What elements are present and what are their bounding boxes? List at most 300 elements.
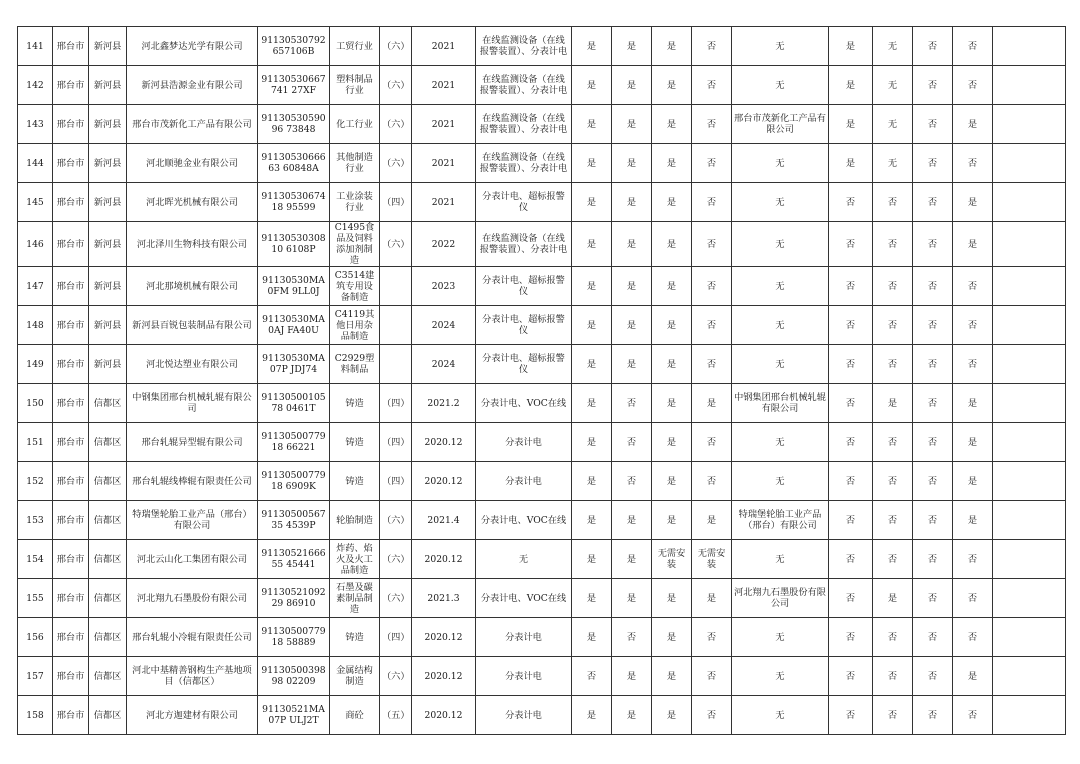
equipment-cell: 无 xyxy=(476,540,572,579)
check-d-cell: 否 xyxy=(692,105,732,144)
year-cell: 2022 xyxy=(412,222,476,267)
check-f-cell: 否 xyxy=(873,540,913,579)
table-row xyxy=(18,345,1066,384)
check-b-cell: 是 xyxy=(612,183,652,222)
table-row xyxy=(18,618,1066,657)
county-cell: 新河县 xyxy=(89,345,127,384)
remark-cell xyxy=(993,462,1066,501)
check-g-cell: 否 xyxy=(913,144,953,183)
check-e-cell: 否 xyxy=(829,462,873,501)
check-d-cell: 否 xyxy=(692,66,732,105)
check-f-cell: 否 xyxy=(873,345,913,384)
county-cell: 信都区 xyxy=(89,618,127,657)
city-cell: 邢台市 xyxy=(53,618,89,657)
check-b-cell: 否 xyxy=(612,462,652,501)
check-a-cell: 是 xyxy=(572,462,612,501)
check-e-cell: 否 xyxy=(829,267,873,306)
credit-code-cell: 9113050077918 6909K xyxy=(258,462,330,501)
related-company-cell: 中钢集团邢台机械轧辊有限公司 xyxy=(732,384,829,423)
equipment-cell: 在线监测设备（在线报警装置）、分表计电 xyxy=(476,222,572,267)
check-b-cell: 是 xyxy=(612,540,652,579)
city-cell: 邢台市 xyxy=(53,183,89,222)
industry-cell: 铸造 xyxy=(330,618,380,657)
check-f-cell: 否 xyxy=(873,222,913,267)
county-cell: 信都区 xyxy=(89,579,127,618)
county-cell: 新河县 xyxy=(89,183,127,222)
company-cell: 河北顺驰金业有限公司 xyxy=(127,144,258,183)
check-h-cell: 否 xyxy=(953,618,993,657)
check-a-cell: 是 xyxy=(572,345,612,384)
company-cell: 河北鑫梦达光学有限公司 xyxy=(127,27,258,66)
credit-code-cell: 91130530MA0AJ FA40U xyxy=(258,306,330,345)
company-cell: 河北云山化工集团有限公司 xyxy=(127,540,258,579)
county-cell: 信都区 xyxy=(89,696,127,735)
category-cell: （六） xyxy=(380,66,412,105)
check-f-cell: 否 xyxy=(873,696,913,735)
check-g-cell: 否 xyxy=(913,423,953,462)
table-row xyxy=(18,267,1066,306)
city-cell: 邢台市 xyxy=(53,540,89,579)
industry-cell: 铸造 xyxy=(330,462,380,501)
check-e-cell: 是 xyxy=(829,144,873,183)
company-cell: 河北悦达塑业有限公司 xyxy=(127,345,258,384)
related-company-cell: 无 xyxy=(732,540,829,579)
check-b-cell: 否 xyxy=(612,384,652,423)
check-d-cell: 否 xyxy=(692,27,732,66)
year-cell: 2024 xyxy=(412,345,476,384)
seq-cell: 147 xyxy=(18,267,53,306)
remark-cell xyxy=(993,222,1066,267)
remark-cell xyxy=(993,183,1066,222)
industry-cell: 炸药、焰火及火工品制造 xyxy=(330,540,380,579)
company-cell: 邢台轧辊异型辊有限公司 xyxy=(127,423,258,462)
seq-cell: 152 xyxy=(18,462,53,501)
seq-cell: 146 xyxy=(18,222,53,267)
credit-code-cell: 91130521MA07P ULJ2T xyxy=(258,696,330,735)
check-a-cell: 是 xyxy=(572,423,612,462)
credit-code-cell: 9113053059096 73848 xyxy=(258,105,330,144)
check-e-cell: 否 xyxy=(829,540,873,579)
equipment-cell: 分表计电、VOC在线 xyxy=(476,579,572,618)
check-c-cell: 是 xyxy=(652,501,692,540)
year-cell: 2020.12 xyxy=(412,540,476,579)
check-c-cell: 是 xyxy=(652,144,692,183)
check-h-cell: 否 xyxy=(953,306,993,345)
credit-code-cell: 9113050039898 02209 xyxy=(258,657,330,696)
check-g-cell: 否 xyxy=(913,696,953,735)
check-e-cell: 是 xyxy=(829,27,873,66)
check-c-cell: 是 xyxy=(652,462,692,501)
county-cell: 新河县 xyxy=(89,66,127,105)
equipment-cell: 分表计电 xyxy=(476,423,572,462)
table-row xyxy=(18,144,1066,183)
check-d-cell: 否 xyxy=(692,345,732,384)
check-f-cell: 无 xyxy=(873,105,913,144)
industry-cell: 工业涂装行业 xyxy=(330,183,380,222)
seq-cell: 145 xyxy=(18,183,53,222)
city-cell: 邢台市 xyxy=(53,384,89,423)
category-cell: （六） xyxy=(380,501,412,540)
equipment-cell: 在线监测设备（在线报警装置）、分表计电 xyxy=(476,66,572,105)
check-b-cell: 否 xyxy=(612,423,652,462)
county-cell: 新河县 xyxy=(89,27,127,66)
check-d-cell: 是 xyxy=(692,501,732,540)
check-h-cell: 否 xyxy=(953,27,993,66)
county-cell: 信都区 xyxy=(89,384,127,423)
remark-cell xyxy=(993,501,1066,540)
industry-cell: C1495食品及饲料添加剂制造 xyxy=(330,222,380,267)
company-cell: 河北中基精善钢构生产基地项目（信都区） xyxy=(127,657,258,696)
remark-cell xyxy=(993,657,1066,696)
check-d-cell: 否 xyxy=(692,423,732,462)
year-cell: 2021.4 xyxy=(412,501,476,540)
remark-cell xyxy=(993,306,1066,345)
related-company-cell: 无 xyxy=(732,66,829,105)
credit-code-cell: 9113050077918 66221 xyxy=(258,423,330,462)
remark-cell xyxy=(993,618,1066,657)
check-c-cell: 是 xyxy=(652,696,692,735)
check-b-cell: 是 xyxy=(612,696,652,735)
check-e-cell: 是 xyxy=(829,66,873,105)
check-g-cell: 否 xyxy=(913,306,953,345)
check-d-cell: 是 xyxy=(692,384,732,423)
year-cell: 2021.2 xyxy=(412,384,476,423)
category-cell: （六） xyxy=(380,222,412,267)
check-h-cell: 是 xyxy=(953,423,993,462)
check-c-cell: 是 xyxy=(652,27,692,66)
check-c-cell: 是 xyxy=(652,345,692,384)
company-cell: 新河县百锐包装制品有限公司 xyxy=(127,306,258,345)
check-f-cell: 否 xyxy=(873,501,913,540)
county-cell: 信都区 xyxy=(89,462,127,501)
check-f-cell: 无 xyxy=(873,144,913,183)
check-g-cell: 否 xyxy=(913,618,953,657)
category-cell: （四） xyxy=(380,462,412,501)
check-g-cell: 否 xyxy=(913,183,953,222)
related-company-cell: 无 xyxy=(732,222,829,267)
category-cell: （六） xyxy=(380,540,412,579)
equipment-cell: 分表计电 xyxy=(476,618,572,657)
industry-cell: C2929塑料制品 xyxy=(330,345,380,384)
check-a-cell: 否 xyxy=(572,657,612,696)
industry-cell: 其他制造行业 xyxy=(330,144,380,183)
check-c-cell: 是 xyxy=(652,579,692,618)
check-e-cell: 否 xyxy=(829,579,873,618)
check-g-cell: 否 xyxy=(913,384,953,423)
category-cell: （六） xyxy=(380,144,412,183)
check-d-cell: 否 xyxy=(692,144,732,183)
company-cell: 特瑞堡轮胎工业产品（邢台）有限公司 xyxy=(127,501,258,540)
credit-code-cell: 9113053066663 60848A xyxy=(258,144,330,183)
seq-cell: 150 xyxy=(18,384,53,423)
check-h-cell: 否 xyxy=(953,579,993,618)
table-row xyxy=(18,66,1066,105)
check-e-cell: 否 xyxy=(829,384,873,423)
city-cell: 邢台市 xyxy=(53,345,89,384)
check-a-cell: 是 xyxy=(572,267,612,306)
check-a-cell: 是 xyxy=(572,222,612,267)
remark-cell xyxy=(993,384,1066,423)
check-a-cell: 是 xyxy=(572,696,612,735)
category-cell xyxy=(380,267,412,306)
category-cell: （四） xyxy=(380,384,412,423)
check-e-cell: 是 xyxy=(829,105,873,144)
check-d-cell: 否 xyxy=(692,618,732,657)
check-a-cell: 是 xyxy=(572,618,612,657)
year-cell: 2021 xyxy=(412,27,476,66)
check-e-cell: 否 xyxy=(829,222,873,267)
city-cell: 邢台市 xyxy=(53,222,89,267)
check-b-cell: 是 xyxy=(612,579,652,618)
year-cell: 2020.12 xyxy=(412,423,476,462)
check-b-cell: 否 xyxy=(612,618,652,657)
credit-code-cell: 91130530MA07P JDJ74 xyxy=(258,345,330,384)
year-cell: 2024 xyxy=(412,306,476,345)
equipment-cell: 分表计电、超标报警仪 xyxy=(476,345,572,384)
table-row xyxy=(18,696,1066,735)
check-d-cell: 是 xyxy=(692,579,732,618)
check-d-cell: 否 xyxy=(692,183,732,222)
related-company-cell: 无 xyxy=(732,306,829,345)
seq-cell: 154 xyxy=(18,540,53,579)
seq-cell: 151 xyxy=(18,423,53,462)
equipment-cell: 分表计电 xyxy=(476,657,572,696)
check-f-cell: 是 xyxy=(873,384,913,423)
table-row xyxy=(18,222,1066,267)
category-cell: （四） xyxy=(380,618,412,657)
city-cell: 邢台市 xyxy=(53,579,89,618)
city-cell: 邢台市 xyxy=(53,501,89,540)
county-cell: 新河县 xyxy=(89,267,127,306)
remark-cell xyxy=(993,423,1066,462)
related-company-cell: 河北翔九石墨股份有限公司 xyxy=(732,579,829,618)
company-cell: 河北泽川生物科技有限公司 xyxy=(127,222,258,267)
seq-cell: 155 xyxy=(18,579,53,618)
check-h-cell: 是 xyxy=(953,657,993,696)
equipment-cell: 在线监测设备（在线报警装置）、分表计电 xyxy=(476,105,572,144)
check-g-cell: 否 xyxy=(913,345,953,384)
category-cell: （六） xyxy=(380,657,412,696)
check-e-cell: 否 xyxy=(829,657,873,696)
table-row xyxy=(18,306,1066,345)
check-h-cell: 是 xyxy=(953,462,993,501)
check-a-cell: 是 xyxy=(572,105,612,144)
equipment-cell: 分表计电、VOC在线 xyxy=(476,384,572,423)
related-company-cell: 无 xyxy=(732,144,829,183)
category-cell: （五） xyxy=(380,696,412,735)
table-row xyxy=(18,27,1066,66)
check-b-cell: 是 xyxy=(612,144,652,183)
table-row xyxy=(18,183,1066,222)
check-g-cell: 否 xyxy=(913,27,953,66)
year-cell: 2021.3 xyxy=(412,579,476,618)
related-company-cell: 无 xyxy=(732,462,829,501)
check-f-cell: 否 xyxy=(873,267,913,306)
city-cell: 邢台市 xyxy=(53,423,89,462)
check-c-cell: 是 xyxy=(652,423,692,462)
check-h-cell: 是 xyxy=(953,105,993,144)
remark-cell xyxy=(993,105,1066,144)
check-g-cell: 否 xyxy=(913,657,953,696)
check-c-cell: 是 xyxy=(652,66,692,105)
check-b-cell: 是 xyxy=(612,345,652,384)
check-f-cell: 否 xyxy=(873,462,913,501)
check-f-cell: 是 xyxy=(873,579,913,618)
table-row xyxy=(18,501,1066,540)
related-company-cell: 无 xyxy=(732,618,829,657)
check-h-cell: 否 xyxy=(953,267,993,306)
check-c-cell: 是 xyxy=(652,384,692,423)
equipment-cell: 分表计电、超标报警仪 xyxy=(476,267,572,306)
seq-cell: 141 xyxy=(18,27,53,66)
year-cell: 2023 xyxy=(412,267,476,306)
check-a-cell: 是 xyxy=(572,306,612,345)
check-e-cell: 否 xyxy=(829,345,873,384)
company-cell: 河北翔九石墨股份有限公司 xyxy=(127,579,258,618)
equipment-cell: 分表计电、超标报警仪 xyxy=(476,183,572,222)
year-cell: 2021 xyxy=(412,183,476,222)
equipment-cell: 在线监测设备（在线报警装置）、分表计电 xyxy=(476,144,572,183)
related-company-cell: 无 xyxy=(732,27,829,66)
company-cell: 中钢集团邢台机械轧辊有限公司 xyxy=(127,384,258,423)
check-c-cell: 是 xyxy=(652,306,692,345)
related-company-cell: 无 xyxy=(732,696,829,735)
check-a-cell: 是 xyxy=(572,384,612,423)
county-cell: 信都区 xyxy=(89,423,127,462)
remark-cell xyxy=(993,540,1066,579)
related-company-cell: 邢台市茂新化工产品有限公司 xyxy=(732,105,829,144)
check-h-cell: 否 xyxy=(953,696,993,735)
category-cell: （六） xyxy=(380,579,412,618)
credit-code-cell: 9113052166655 45441 xyxy=(258,540,330,579)
check-g-cell: 否 xyxy=(913,66,953,105)
check-e-cell: 否 xyxy=(829,183,873,222)
seq-cell: 157 xyxy=(18,657,53,696)
county-cell: 信都区 xyxy=(89,501,127,540)
check-a-cell: 是 xyxy=(572,183,612,222)
category-cell: （六） xyxy=(380,27,412,66)
industry-cell: 工贸行业 xyxy=(330,27,380,66)
county-cell: 新河县 xyxy=(89,144,127,183)
check-g-cell: 否 xyxy=(913,462,953,501)
industry-cell: 铸造 xyxy=(330,423,380,462)
check-a-cell: 是 xyxy=(572,144,612,183)
table-row xyxy=(18,384,1066,423)
check-h-cell: 是 xyxy=(953,384,993,423)
remark-cell xyxy=(993,27,1066,66)
credit-code-cell: 9113050056735 4539P xyxy=(258,501,330,540)
table-row xyxy=(18,579,1066,618)
check-d-cell: 否 xyxy=(692,267,732,306)
seq-cell: 149 xyxy=(18,345,53,384)
city-cell: 邢台市 xyxy=(53,696,89,735)
city-cell: 邢台市 xyxy=(53,105,89,144)
check-f-cell: 否 xyxy=(873,306,913,345)
equipment-cell: 在线监测设备（在线报警装置）、分表计电 xyxy=(476,27,572,66)
credit-code-cell: 9113052109229 86910 xyxy=(258,579,330,618)
check-d-cell: 否 xyxy=(692,462,732,501)
check-h-cell: 否 xyxy=(953,345,993,384)
seq-cell: 142 xyxy=(18,66,53,105)
industry-cell: 塑料制品行业 xyxy=(330,66,380,105)
related-company-cell: 无 xyxy=(732,657,829,696)
seq-cell: 158 xyxy=(18,696,53,735)
county-cell: 新河县 xyxy=(89,105,127,144)
city-cell: 邢台市 xyxy=(53,267,89,306)
check-f-cell: 否 xyxy=(873,657,913,696)
check-d-cell: 否 xyxy=(692,696,732,735)
check-g-cell: 否 xyxy=(913,267,953,306)
city-cell: 邢台市 xyxy=(53,462,89,501)
check-c-cell: 是 xyxy=(652,267,692,306)
company-cell: 邢台市茂新化工产品有限公司 xyxy=(127,105,258,144)
county-cell: 信都区 xyxy=(89,657,127,696)
year-cell: 2021 xyxy=(412,144,476,183)
check-g-cell: 否 xyxy=(913,540,953,579)
category-cell xyxy=(380,345,412,384)
check-a-cell: 是 xyxy=(572,579,612,618)
check-b-cell: 是 xyxy=(612,501,652,540)
check-e-cell: 否 xyxy=(829,501,873,540)
industry-cell: 石墨及碳素制品制造 xyxy=(330,579,380,618)
industry-cell: 化工行业 xyxy=(330,105,380,144)
check-g-cell: 否 xyxy=(913,222,953,267)
check-d-cell: 否 xyxy=(692,657,732,696)
check-b-cell: 是 xyxy=(612,267,652,306)
check-a-cell: 是 xyxy=(572,27,612,66)
industry-cell: 商砼 xyxy=(330,696,380,735)
check-f-cell: 否 xyxy=(873,618,913,657)
credit-code-cell: 9113050010578 0461T xyxy=(258,384,330,423)
check-b-cell: 是 xyxy=(612,105,652,144)
check-a-cell: 是 xyxy=(572,540,612,579)
check-a-cell: 是 xyxy=(572,501,612,540)
enterprise-table xyxy=(17,26,1066,735)
check-h-cell: 是 xyxy=(953,183,993,222)
city-cell: 邢台市 xyxy=(53,27,89,66)
check-c-cell: 是 xyxy=(652,618,692,657)
related-company-cell: 特瑞堡轮胎工业产品（邢台）有限公司 xyxy=(732,501,829,540)
industry-cell: C3514建筑专用设备制造 xyxy=(330,267,380,306)
check-h-cell: 否 xyxy=(953,540,993,579)
company-cell: 河北晖光机械有限公司 xyxy=(127,183,258,222)
credit-code-cell: 9113050077918 58889 xyxy=(258,618,330,657)
check-a-cell: 是 xyxy=(572,66,612,105)
year-cell: 2020.12 xyxy=(412,462,476,501)
remark-cell xyxy=(993,267,1066,306)
check-d-cell: 否 xyxy=(692,306,732,345)
remark-cell xyxy=(993,696,1066,735)
remark-cell xyxy=(993,345,1066,384)
check-d-cell: 否 xyxy=(692,222,732,267)
related-company-cell: 无 xyxy=(732,345,829,384)
city-cell: 邢台市 xyxy=(53,657,89,696)
check-c-cell: 无需安装 xyxy=(652,540,692,579)
county-cell: 新河县 xyxy=(89,222,127,267)
company-cell: 河北那境机械有限公司 xyxy=(127,267,258,306)
check-g-cell: 否 xyxy=(913,501,953,540)
credit-code-cell: 91130530MA0FM 9LL0J xyxy=(258,267,330,306)
table-row xyxy=(18,105,1066,144)
seq-cell: 153 xyxy=(18,501,53,540)
check-b-cell: 是 xyxy=(612,657,652,696)
credit-code-cell: 9113053030810 6108P xyxy=(258,222,330,267)
seq-cell: 144 xyxy=(18,144,53,183)
check-b-cell: 是 xyxy=(612,66,652,105)
check-d-cell: 无需安装 xyxy=(692,540,732,579)
equipment-cell: 分表计电、VOC在线 xyxy=(476,501,572,540)
seq-cell: 156 xyxy=(18,618,53,657)
